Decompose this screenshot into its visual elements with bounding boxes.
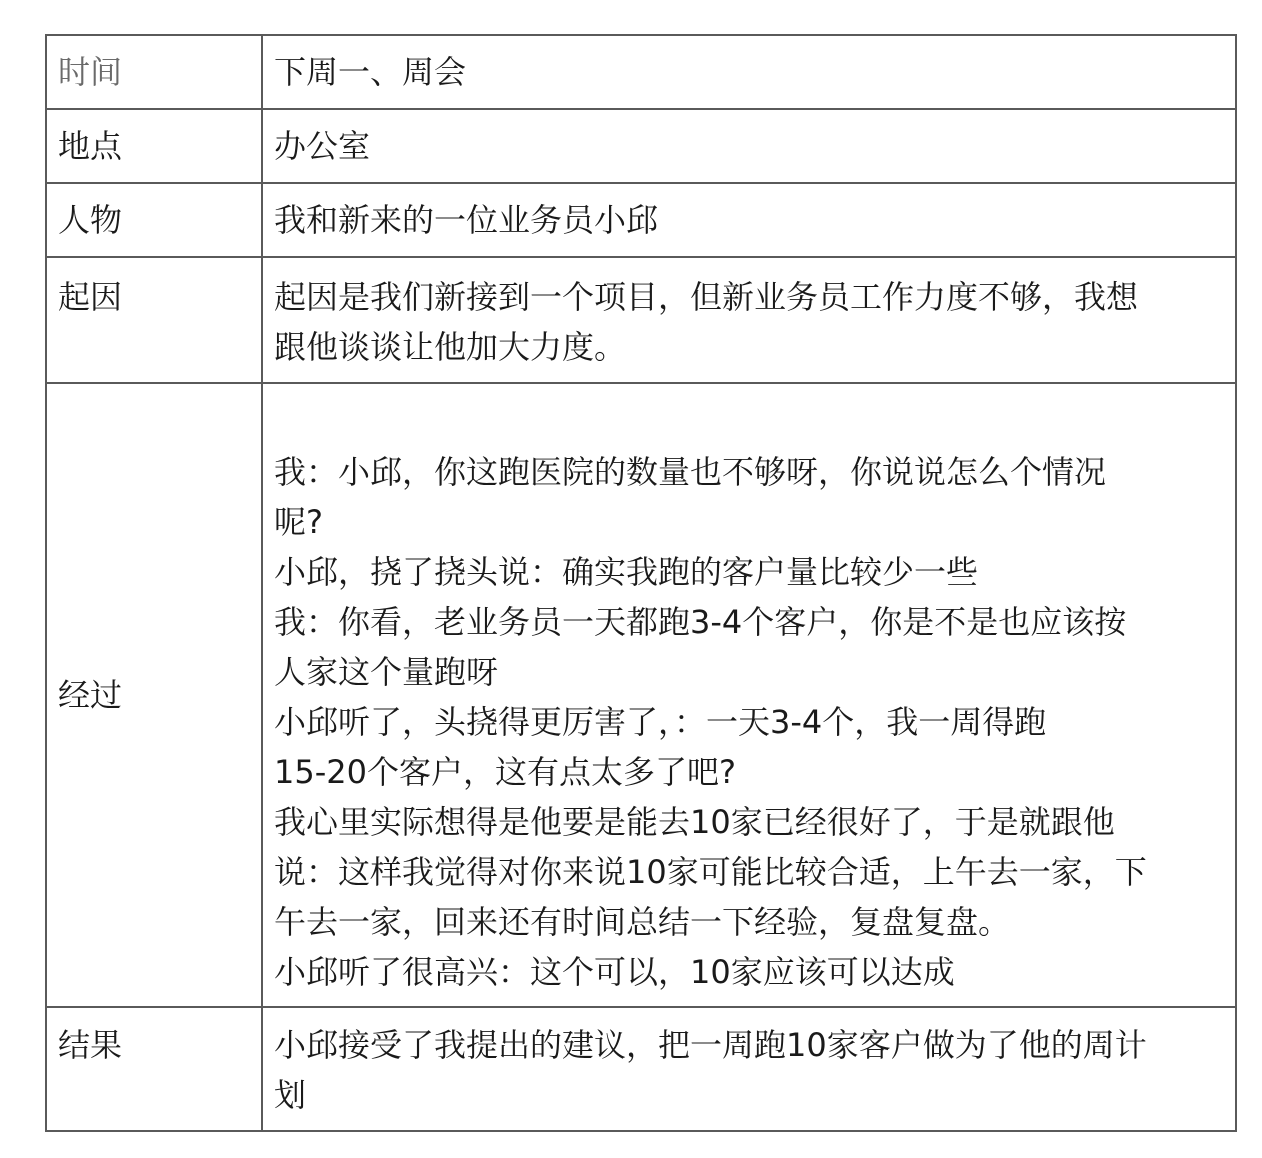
- value-person: [262, 183, 1236, 257]
- value-line: 跟他谈谈让他加大力度。: [274, 328, 627, 366]
- value-line: 说：这样我觉得对你来说10家可能比较合适，上午去一家，下: [274, 853, 1147, 891]
- value-time: [262, 35, 1236, 109]
- value-line: 下周一、周会: [274, 53, 467, 91]
- value-line: 我：你看，老业务员一天都跑3-4个客户，你是不是也应该按: [274, 603, 1127, 641]
- label-result: 结果: [46, 1007, 262, 1131]
- row-cause: [46, 257, 1236, 383]
- value-process: [262, 383, 1236, 1007]
- label-place: 地点: [46, 109, 262, 183]
- label-process: 经过: [46, 383, 262, 1007]
- label-cause: 起因: [46, 257, 262, 383]
- value-line: 起因是我们新接到一个项目，但新业务员工作力度不够，我想: [274, 278, 1139, 316]
- value-line: 小邱听了，头挠得更厉害了，：一天3-4个，我一周得跑: [274, 703, 1047, 741]
- value-line: 15-20个客户，这有点太多了吧?: [274, 753, 736, 791]
- value-line: 午去一家，回来还有时间总结一下经验，复盘复盘。: [274, 903, 1011, 941]
- meeting-record-table: [45, 34, 1237, 1132]
- row-result: [46, 1007, 1236, 1131]
- value-line: 人家这个量跑呀: [274, 653, 499, 691]
- value-cause: [262, 257, 1236, 383]
- value-line: 办公室: [274, 127, 371, 165]
- value-result: [262, 1007, 1236, 1131]
- value-line: 划: [274, 1076, 307, 1114]
- row-place: [46, 109, 1236, 183]
- row-process: [46, 383, 1236, 1007]
- value-line: 小邱，挠了挠头说：确实我跑的客户量比较少一些: [274, 553, 979, 591]
- value-line: 我心里实际想得是他要是能去10家已经很好了，于是就跟他: [274, 803, 1115, 841]
- value-line: 小邱听了很高兴：这个可以，10家应该可以达成: [274, 953, 955, 991]
- value-place: [262, 109, 1236, 183]
- value-line: 小邱接受了我提出的建议，把一周跑10家客户做为了他的周计: [274, 1026, 1147, 1064]
- label-person: 人物: [46, 183, 262, 257]
- value-line: 我和新来的一位业务员小邱: [274, 201, 659, 239]
- value-line: 呢?: [274, 503, 323, 541]
- label-time: 时间: [46, 35, 262, 109]
- value-line: 我：小邱，你这跑医院的数量也不够呀，你说说怎么个情况: [274, 453, 1107, 491]
- row-person: [46, 183, 1236, 257]
- row-time: [46, 35, 1236, 109]
